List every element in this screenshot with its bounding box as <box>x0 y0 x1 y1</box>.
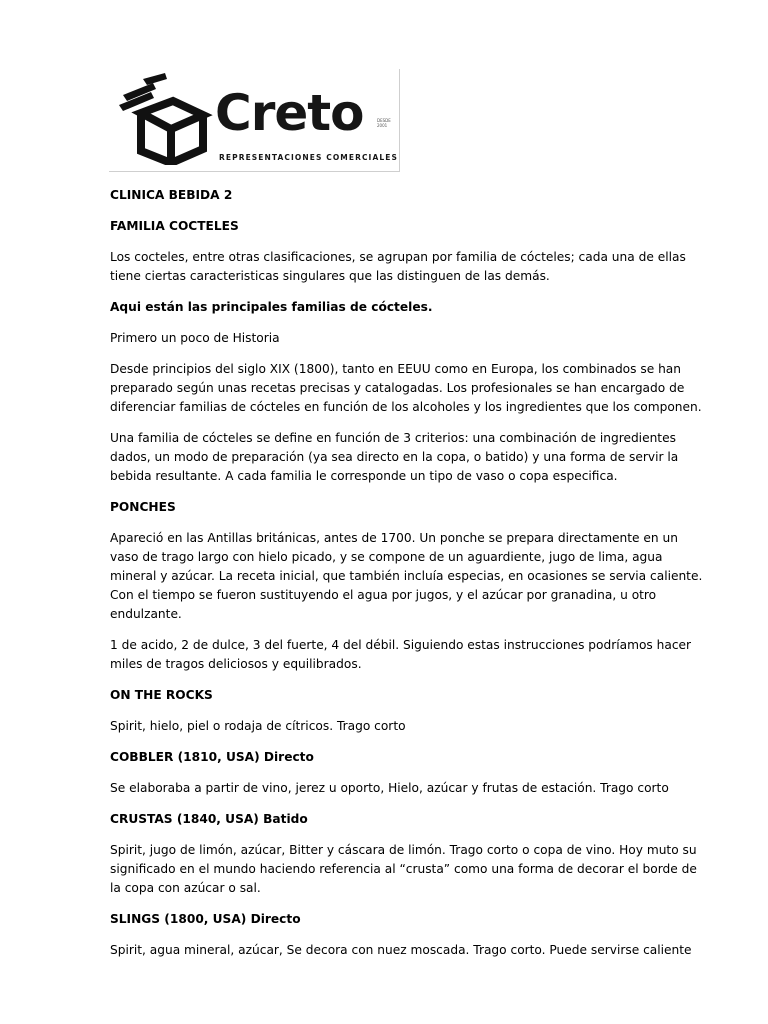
rocks-heading: ON THE ROCKS <box>110 688 213 702</box>
logo-established: DESDE 2001 <box>377 118 391 128</box>
creto-logo <box>109 69 400 172</box>
doc-subtitle: FAMILIA COCTELES <box>110 219 239 233</box>
winged-box-icon <box>113 73 213 165</box>
history-heading: Primero un poco de Historia <box>110 331 280 345</box>
crustas-heading: CRUSTAS (1840, USA) Batido <box>110 812 308 826</box>
doc-title: CLINICA BEBIDA 2 <box>110 188 233 202</box>
slings-paragraph: Spirit, agua mineral, azúcar, Se decora con nuez moscada. Trago corto. Puede servirse caliente <box>110 943 692 957</box>
slings-heading: SLINGS (1800, USA) Directo <box>110 912 301 926</box>
families-heading: Aqui están las principales familias de cócteles. <box>110 300 433 314</box>
ponches-paragraph-2: 1 de acido, 2 de dulce, 3 del fuerte, 4 del débil. Siguiendo estas instrucciones podríamos hacer miles de tragos deliciosos y equilibrados. <box>110 638 692 671</box>
ponches-heading: PONCHES <box>110 500 176 514</box>
document-body <box>110 186 710 972</box>
history-paragraph-1: Desde principios del siglo XIX (1800), tanto en EEUU como en Europa, los combinados se han preparado según unas recetas precisas y catalogadas. Los profesionales se han encargado de diferenciar familias de cócteles en función de los alcoholes y los ingredientes que los componen. <box>110 362 702 414</box>
intro-paragraph: Los cocteles, entre otras clasificaciones, se agrupan por familia de cócteles; cada una de ellas tiene ciertas caracteristicas singulares que las distinguen de las demás. <box>110 250 686 283</box>
cobbler-heading: COBBLER (1810, USA) Directo <box>110 750 314 764</box>
logo-tagline: REPRESENTACIONES COMERCIALES <box>219 153 398 162</box>
cobbler-paragraph: Se elaboraba a partir de vino, jerez u oporto, Hielo, azúcar y frutas de estación. Trago corto <box>110 781 669 795</box>
logo-wordmark: Creto <box>215 84 364 142</box>
rocks-paragraph: Spirit, hielo, piel o rodaja de cítricos. Trago corto <box>110 719 406 733</box>
crustas-paragraph: Spirit, jugo de limón, azúcar, Bitter y cáscara de limón. Trago corto o copa de vino. Hoy muto su significado en el mundo haciendo referencia al “crusta” como una forma de decorar el borde de la copa con azúcar o sal. <box>110 843 697 895</box>
history-paragraph-2: Una familia de cócteles se define en función de 3 criterios: una combinación de ingredientes dados, un modo de preparación (ya sea directo en la copa, o batido) y una forma de servir la bebida resultante. A cada familia le corresponde un tipo de vaso o copa especifica. <box>110 431 679 483</box>
ponches-paragraph-1: Apareció en las Antillas británicas, antes de 1700. Un ponche se prepara directamente en un vaso de trago largo con hielo picado, y se compone de un aguardiente, jugo de lima, agua mineral y azúcar. La receta inicial, que también incluía especias, en ocasiones se servia caliente. Con el tiempo se fueron sustituyendo el agua por jugos, y el azúcar por granadina, u otro endulzante. <box>110 531 703 621</box>
